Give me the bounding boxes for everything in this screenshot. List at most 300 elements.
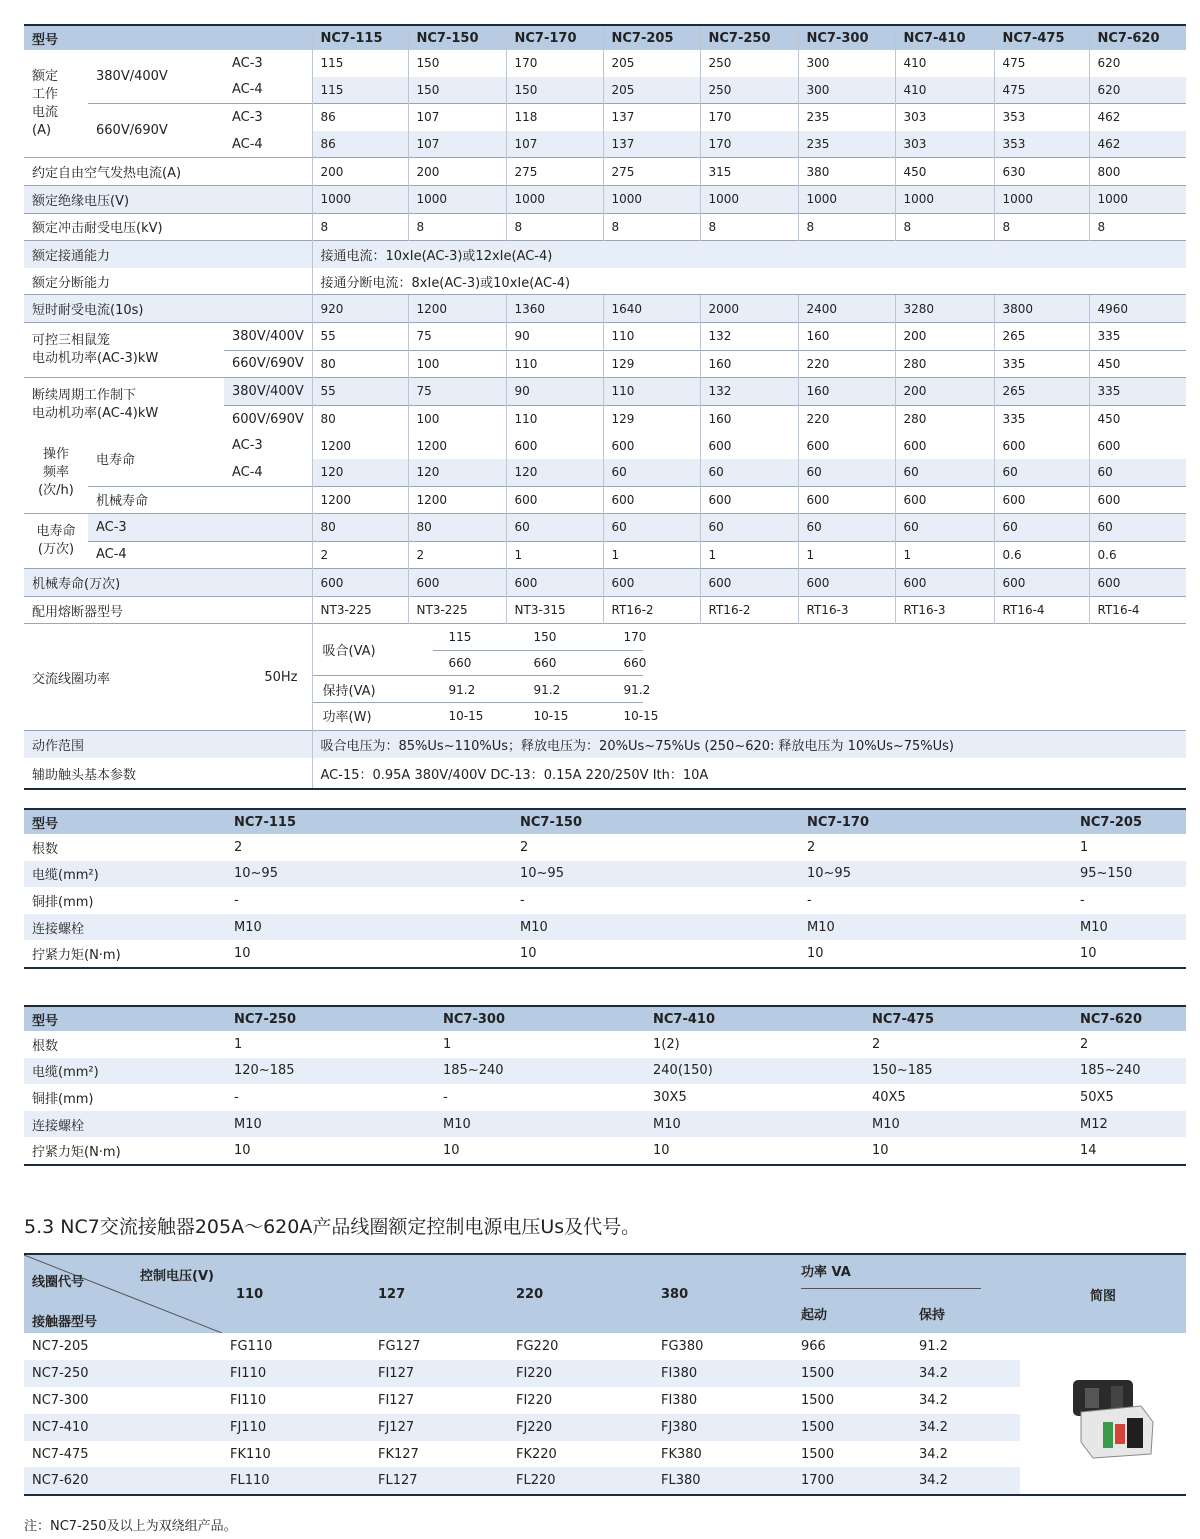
value-cell: 107 [506, 131, 603, 158]
header-col: NC7-300 [798, 25, 895, 50]
category-label: AC-4 [232, 464, 263, 480]
table-cell: 30X5 [653, 1089, 687, 1105]
coil-power-label: 交流线圈功率 [24, 624, 224, 731]
mech-life-label: 机械寿命 [88, 486, 312, 514]
elec-life-label: 电寿命 [96, 453, 136, 469]
table-cell: M10 [226, 914, 512, 941]
table-cell: 1500 [801, 1392, 835, 1408]
table-cell: 铜排(mm) [32, 894, 94, 910]
category-label: AC-3 [88, 514, 312, 542]
table-cell: 2 [807, 839, 816, 855]
value-cell: 205 [603, 77, 700, 104]
aux-label: 辅助触头基本参数 [24, 758, 312, 789]
value-cell: 600 [895, 486, 994, 514]
table-cell: 150~185 [864, 1058, 1072, 1085]
value-cell: 118 [506, 104, 603, 131]
table-row [24, 1467, 1186, 1495]
table-cell: 电缆(mm²) [24, 861, 226, 888]
diagram-header: 简图 [1020, 1254, 1186, 1333]
value-cell: 60 [700, 459, 798, 486]
pull-label: 吸合(VA) [322, 644, 376, 660]
value-cell: 2400 [798, 295, 895, 323]
table-cell: M10 [1072, 914, 1186, 941]
header-cell: NC7-300 [435, 1006, 645, 1031]
value-cell: 60 [603, 459, 700, 486]
voltage-header: 220 [508, 1254, 653, 1333]
table-cell: 根数 [32, 1038, 59, 1054]
value-cell: 0.6 [994, 541, 1089, 569]
table-cell: FG380 [661, 1338, 704, 1354]
header-cell: NC7-150 [512, 809, 799, 834]
coil-value: 660 [448, 656, 472, 671]
header-cell: NC7-170 [799, 809, 1072, 834]
value-cell: 620 [1089, 50, 1186, 77]
table-cell: 1500 [785, 1360, 911, 1387]
value-cell: 150 [506, 77, 603, 104]
value-cell: RT16-4 [1089, 596, 1186, 624]
category-label: AC-3 [224, 104, 312, 131]
coil-value: 170 [623, 630, 647, 645]
diagram-cell [1020, 1467, 1186, 1495]
value-cell: 1000 [798, 185, 895, 213]
value-cell: 275 [506, 158, 603, 186]
table-cell: - [234, 1089, 239, 1105]
contactor-model-label: 接触器型号 [32, 1315, 98, 1330]
coil-slot [1111, 1386, 1123, 1410]
table-cell: FI110 [230, 1392, 267, 1408]
section-title: 5.3 NC7交流接触器205A～620A产品线圈额定控制电源电压Us及代号。 [24, 1216, 641, 1238]
motor-ac4-row [24, 378, 1186, 406]
table-row [24, 1441, 1186, 1468]
value-cell: 600 [994, 569, 1089, 597]
value-cell: 250 [700, 77, 798, 104]
value-cell: 170 [506, 50, 603, 77]
value-cell: 600 [895, 432, 994, 459]
value-cell: 3280 [895, 295, 994, 323]
table-cell: 10~95 [512, 861, 799, 888]
value-cell: 450 [1089, 405, 1186, 432]
table-cell: - [443, 1089, 448, 1105]
power-label: 功率(W) [322, 710, 372, 726]
header-model: 型号 [24, 25, 312, 50]
table-cell: 95~150 [1072, 861, 1186, 888]
table-cell: 1500 [785, 1414, 911, 1441]
header-cell: 型号 [24, 809, 226, 834]
table-cell: 2 [520, 839, 529, 855]
table-cell: FI127 [378, 1392, 415, 1408]
value-cell: 55 [312, 322, 408, 350]
value-cell: 410 [895, 77, 994, 104]
value-cell: 1 [603, 541, 700, 569]
value-cell: 1000 [895, 185, 994, 213]
value-cell: 1 [895, 541, 994, 569]
rated-current-row [24, 104, 1186, 131]
action-range-row [24, 731, 1186, 758]
value-cell: 600 [506, 432, 603, 459]
cable-table-2 [24, 1005, 1186, 1166]
diagram-cell [1020, 1333, 1186, 1360]
value-cell: 8 [312, 213, 408, 241]
coil-terminal [1103, 1422, 1113, 1448]
power-va-header [785, 1254, 1020, 1294]
value-cell: 60 [895, 459, 994, 486]
value-cell: 275 [603, 158, 700, 186]
coil-slot [1085, 1388, 1099, 1408]
value-cell: NT3-225 [312, 596, 408, 624]
value-cell: 120 [312, 459, 408, 486]
table-cell: FG110 [230, 1338, 273, 1354]
table-cell: FJ110 [222, 1414, 370, 1441]
voltage-label: 600V/690V [224, 405, 312, 432]
row-label: 约定自由空气发热电流(A) [24, 158, 312, 186]
value-cell: 60 [1089, 514, 1186, 542]
header-col: NC7-250 [700, 25, 798, 50]
table-cell: M12 [1072, 1111, 1186, 1138]
table-cell: FL127 [370, 1467, 508, 1495]
value-cell: 129 [603, 350, 700, 378]
value-cell: 2000 [700, 295, 798, 323]
table-cell: 34.2 [911, 1467, 1020, 1495]
coil-value: 660 [533, 656, 557, 671]
value-cell: 1200 [408, 486, 506, 514]
making-capacity-row [24, 241, 1186, 268]
value-cell: 600 [603, 486, 700, 514]
value-cell: 600 [603, 432, 700, 459]
table-cell: 2 [234, 839, 243, 855]
header-row [24, 1254, 1186, 1294]
value-cell: 600 [798, 486, 895, 514]
category-label: AC-4 [232, 82, 263, 98]
table-cell: FJ127 [370, 1414, 508, 1441]
making-text: 接通电流：10xIe(AC-3)或12xIe(AC-4) [312, 241, 1186, 268]
voltage-header: 380 [653, 1254, 785, 1333]
value-cell: 150 [408, 77, 506, 104]
motor-ac3-row [24, 322, 1186, 350]
table-row [24, 1111, 1186, 1138]
row-label: 短时耐受电流(10s) [24, 295, 312, 323]
value-cell: 160 [798, 322, 895, 350]
value-cell: 110 [603, 322, 700, 350]
value-cell: 75 [408, 322, 506, 350]
value-cell: 630 [994, 158, 1089, 186]
action-text: 吸合电压为：85%Us~110%Us；释放电压为：20%Us~75%Us (250~620: 释放电压为 10%Us~75%Us) [312, 731, 1186, 758]
value-cell: 205 [603, 50, 700, 77]
table-cell: M10 [435, 1111, 645, 1138]
insulation-voltage-row [24, 185, 1186, 213]
table-cell: 240(150) [645, 1058, 864, 1085]
elec-life-row [24, 541, 1186, 569]
value-cell: 60 [798, 459, 895, 486]
value-cell: 129 [603, 405, 700, 432]
value-cell: 235 [798, 131, 895, 158]
table-row [24, 1414, 1186, 1441]
value-cell: 2 [312, 541, 408, 569]
table-cell: 120~185 [226, 1058, 435, 1085]
value-cell: 60 [798, 514, 895, 542]
table-cell: NC7-620 [24, 1467, 222, 1495]
table-cell: 1 [443, 1036, 452, 1052]
value-cell: 86 [312, 131, 408, 158]
table-cell: 1 [1080, 839, 1089, 855]
value-cell: 80 [312, 514, 408, 542]
diagonal-header [24, 1254, 222, 1333]
value-cell: 90 [506, 378, 603, 406]
table-cell: 10 [799, 940, 1072, 968]
value-cell: 335 [994, 350, 1089, 378]
spec-table-main [24, 24, 1186, 790]
value-cell: 8 [408, 213, 506, 241]
value-cell: 462 [1089, 131, 1186, 158]
value-cell: 4960 [1089, 295, 1186, 323]
value-cell: 100 [408, 350, 506, 378]
table-cell: - [234, 892, 239, 908]
value-cell: 300 [798, 77, 895, 104]
value-cell: 115 [312, 77, 408, 104]
table-cell: NC7-250 [24, 1360, 222, 1387]
aux-text: AC-15：0.95A 380V/400V DC-13：0.15A 220/250V Ith：10A [312, 758, 1186, 789]
table-row [24, 861, 1186, 888]
value-cell: 8 [994, 213, 1089, 241]
table-cell: NC7-410 [24, 1414, 222, 1441]
category-label: AC-4 [232, 136, 263, 152]
voltage-label: 380V/400V [96, 69, 168, 85]
category-label: AC-4 [88, 541, 312, 569]
value-cell: 170 [700, 131, 798, 158]
header-cell: NC7-620 [1072, 1006, 1186, 1031]
category-label: AC-3 [232, 55, 263, 71]
op-freq-row [24, 486, 1186, 514]
header-col: NC7-115 [312, 25, 408, 50]
footnote: 注：NC7-250及以上为双绕组产品。 [24, 1519, 237, 1534]
value-cell: 2 [408, 541, 506, 569]
value-cell: RT16-2 [700, 596, 798, 624]
table-cell: NC7-300 [32, 1392, 89, 1408]
table-cell: 34.2 [911, 1414, 1020, 1441]
value-cell: 120 [506, 459, 603, 486]
value-cell: 280 [895, 405, 994, 432]
value-cell: 920 [312, 295, 408, 323]
value-cell: 600 [1089, 432, 1186, 459]
table-cell: FK127 [378, 1446, 419, 1462]
row-label: 机械寿命(万次) [24, 569, 312, 597]
table-cell: FK110 [230, 1446, 271, 1462]
value-cell: 110 [603, 378, 700, 406]
hold-label: 保持(VA) [322, 684, 376, 700]
value-cell: 90 [506, 322, 603, 350]
value-cell: 620 [1089, 77, 1186, 104]
value-cell: 1000 [312, 185, 408, 213]
value-cell: 8 [603, 213, 700, 241]
table-cell: 1700 [785, 1467, 911, 1495]
table-cell: FI220 [508, 1360, 653, 1387]
thermal-current-row [24, 158, 1186, 186]
value-cell: 600 [994, 486, 1089, 514]
cable-table-1 [24, 808, 1186, 969]
value-cell: 1 [700, 541, 798, 569]
value-cell: 200 [408, 158, 506, 186]
value-cell: 335 [1089, 322, 1186, 350]
header-col: NC7-620 [1089, 25, 1186, 50]
table-cell: 40X5 [872, 1089, 906, 1105]
table-cell: 50X5 [1080, 1089, 1114, 1105]
coil-value: 10-15 [533, 709, 569, 724]
value-cell: 160 [700, 350, 798, 378]
value-cell: 200 [895, 322, 994, 350]
breaking-label: 额定分断能力 [32, 275, 111, 291]
value-cell: 600 [1089, 486, 1186, 514]
header-row [24, 25, 1186, 50]
elec-life-label: 电寿命 (万次) [24, 514, 88, 569]
table-cell: 34.2 [911, 1360, 1020, 1387]
table-cell: M10 [864, 1111, 1072, 1138]
table-row [24, 1137, 1186, 1165]
value-cell: 137 [603, 104, 700, 131]
table-cell: 10 [226, 1137, 435, 1165]
value-cell: NT3-315 [506, 596, 603, 624]
value-cell: 1200 [408, 295, 506, 323]
table-cell: M10 [799, 914, 1072, 941]
table-cell: 拧紧力矩(N·m) [24, 1137, 226, 1165]
value-cell: 120 [408, 459, 506, 486]
mech-life-row [24, 569, 1186, 597]
coil-terminal [1115, 1424, 1125, 1444]
table-cell: 1 [234, 1036, 243, 1052]
value-cell: 600 [312, 569, 408, 597]
table-cell: 10 [1072, 940, 1186, 968]
header-cell: NC7-250 [226, 1006, 435, 1031]
table-cell: FI380 [661, 1392, 698, 1408]
value-cell: 265 [994, 322, 1089, 350]
value-cell: 80 [408, 514, 506, 542]
table-cell: - [1080, 892, 1085, 908]
header-col: NC7-170 [506, 25, 603, 50]
value-cell: 303 [895, 104, 994, 131]
header-row [24, 1006, 1186, 1031]
row-label: 额定冲击耐受电压(kV) [24, 213, 312, 241]
value-cell: 353 [994, 104, 1089, 131]
value-cell: 55 [312, 378, 408, 406]
header-col: NC7-150 [408, 25, 506, 50]
value-cell: 450 [895, 158, 994, 186]
value-cell: 60 [994, 514, 1089, 542]
value-cell: 450 [1089, 350, 1186, 378]
coil-value: 91.2 [448, 683, 476, 698]
value-cell: 600 [798, 432, 895, 459]
value-cell: 250 [700, 50, 798, 77]
coil-value: 10-15 [623, 709, 659, 724]
value-cell: 150 [408, 50, 506, 77]
table-cell: FJ220 [508, 1414, 653, 1441]
table-cell: FG127 [378, 1338, 421, 1354]
value-cell: 170 [700, 104, 798, 131]
coil-diagram-image [1063, 1362, 1163, 1462]
value-cell: 600 [895, 569, 994, 597]
hold-header: 保持 [911, 1294, 1020, 1333]
rated-current-label: 额定 工作 电流 (A) [32, 68, 59, 138]
coil-value: 150 [533, 630, 557, 645]
value-cell: 160 [798, 378, 895, 406]
table-cell: FL380 [653, 1467, 785, 1495]
table-cell: FI127 [370, 1360, 508, 1387]
value-cell: 265 [994, 378, 1089, 406]
table-cell: 966 [801, 1338, 826, 1354]
table-cell: 10~95 [799, 861, 1072, 888]
coil-code-table [24, 1253, 1186, 1496]
table-row [24, 1360, 1186, 1387]
table-cell: 连接螺栓 [24, 914, 226, 941]
value-cell: 600 [994, 432, 1089, 459]
header-col: NC7-410 [895, 25, 994, 50]
action-label: 动作范围 [24, 731, 312, 758]
value-cell: 100 [408, 405, 506, 432]
table-row [24, 1031, 1186, 1058]
value-cell: 303 [895, 131, 994, 158]
value-cell: 380 [798, 158, 895, 186]
table-row [24, 1333, 1186, 1360]
value-cell: 600 [700, 486, 798, 514]
table-cell: 1500 [801, 1446, 835, 1462]
value-cell: 107 [408, 131, 506, 158]
value-cell: RT16-4 [994, 596, 1089, 624]
value-cell: NT3-225 [408, 596, 506, 624]
voltage-header: 110 [222, 1254, 370, 1333]
table-cell: FK380 [661, 1446, 702, 1462]
table-cell: 185~240 [1072, 1058, 1186, 1085]
header-cell: 型号 [24, 1006, 226, 1031]
value-cell: 600 [1089, 569, 1186, 597]
value-cell: 110 [506, 350, 603, 378]
voltage-label: 660V/690V [88, 104, 224, 158]
table-cell: 185~240 [435, 1058, 645, 1085]
table-cell: 34.2 [919, 1392, 948, 1408]
value-cell: 200 [895, 378, 994, 406]
category-label: AC-3 [232, 438, 263, 454]
value-cell: 110 [506, 405, 603, 432]
value-cell: 1000 [408, 185, 506, 213]
value-cell: 8 [506, 213, 603, 241]
table-cell: 10 [512, 940, 799, 968]
making-label: 额定接通能力 [24, 241, 312, 268]
short-time-row [24, 295, 1186, 323]
header-row [24, 809, 1186, 834]
value-cell: 80 [312, 405, 408, 432]
breaking-capacity-row [24, 268, 1186, 295]
table-cell: - [807, 892, 812, 908]
power-va-label: 功率 VA [801, 1261, 981, 1289]
value-cell: 1640 [603, 295, 700, 323]
table-cell: M10 [512, 914, 799, 941]
table-cell: FI380 [653, 1360, 785, 1387]
table-cell: 10 [645, 1137, 864, 1165]
table-cell: 34.2 [919, 1446, 948, 1462]
table-row [24, 914, 1186, 941]
value-cell: 8 [895, 213, 994, 241]
table-cell: 2 [1080, 1036, 1089, 1052]
value-cell: 600 [603, 569, 700, 597]
fuse-row [24, 596, 1186, 624]
op-freq-row [24, 432, 1186, 459]
table-cell: FK220 [516, 1446, 557, 1462]
coil-value: 660 [623, 656, 647, 671]
op-freq-label: 操作 频率 (次/h) [38, 446, 74, 498]
value-cell: 1 [506, 541, 603, 569]
table-cell: M10 [645, 1111, 864, 1138]
value-cell: 8 [1089, 213, 1186, 241]
value-cell: 0.6 [1089, 541, 1186, 569]
value-cell: 60 [603, 514, 700, 542]
value-cell: 60 [994, 459, 1089, 486]
coil-power-cell [312, 624, 1186, 731]
